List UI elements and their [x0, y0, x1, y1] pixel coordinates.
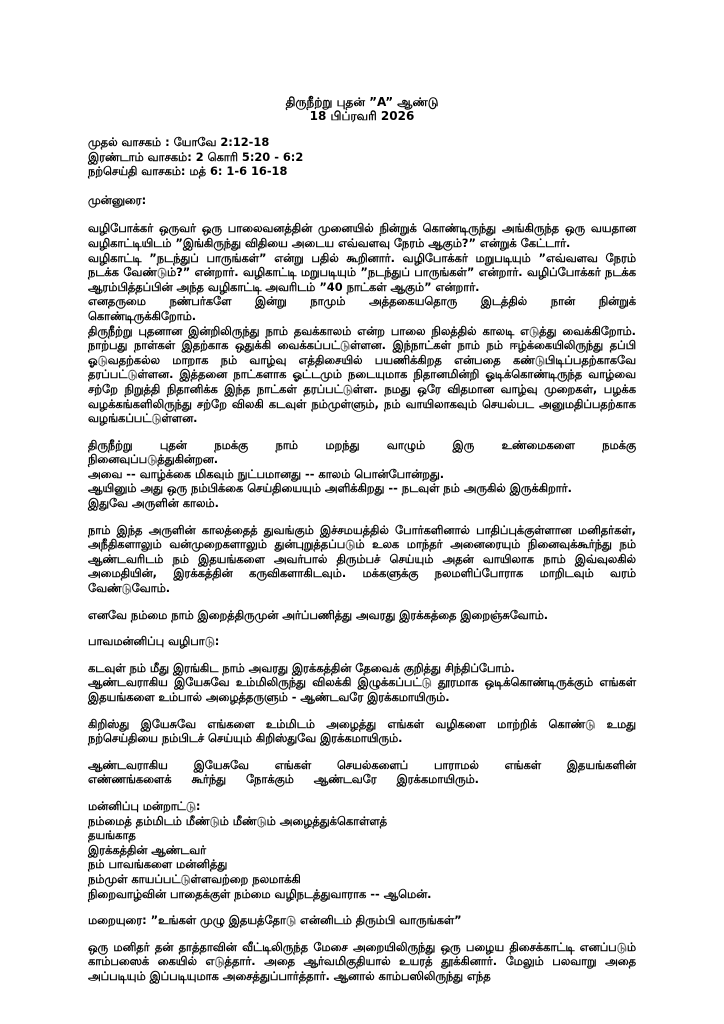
absolution-line: நம் பாவங்களை மன்னித்து — [88, 857, 228, 872]
intro-paragraph-4: திருநீற்று புதனான இன்றிலிருந்து நாம் தவக்காலம் என்ற பாலை நிலத்தில் காலடி எடுத்து வைக்கிறோம். நாற்பது நாள்கள் இதற்காக ஒதுக்கி வைக்கப்பட்டுள்ளன. இந்நாட்கள் நாம் நம் ஈழ்க்கையிலிருந்து தப்பி ஓடுவதற்கல்ல மாறாக நம் வாழ்வு எத்திசையில் பயணிக்கிறத என்பதை கண்டுபிடிப்பதற்காகவே தரப்பட்டுள்ளன. இத்தனை நாட்களாக ஓட்டமும் நடையுமாக நிதானமின்றி ஓடிக்கொண்டிருந்த வாழ்வை சற்றே நிறுத்தி நிதானிக்க இந்த நாட்கள் தரப்பட்டுள்ள. நமது ஒரே விதமான வாழ்வு முறைகள், பழக்க வழக்கங்களிலிருந்து சற்றே விலகி கடவுள் நம்முள்ளும், நம் வாயிலாகவும் செயல்பட அனுமதிப்பதற்காக வழங்கப்பட்டுள்ளன. — [88, 323, 636, 426]
page-title: திருநீற்று புதன் ”A” ஆண்டு — [285, 95, 439, 109]
absolution-heading: மன்னிப்பு மன்றாட்டு: — [88, 798, 201, 813]
intro-paragraph-7: எனவே நம்மை நாம் இறைத்திருமுன் அர்ப்பணித்து அவரது இரக்கத்தை இறைஞ்சுவோம். — [88, 607, 549, 622]
page-date: 18 பிப்ரவரி 2026 — [309, 109, 415, 123]
intro-heading: முன்னுரை: — [88, 192, 147, 207]
intro-paragraph-5: திருநீற்று புதன் நமக்கு நாம் மறந்து வாழும் இரு உண்மைகளை நமக்கு நினைவுப்படுத்துகின்றன. — [88, 437, 636, 467]
penance-paragraph-4: ஆண்டவராகிய இயேசுவே எங்கள் செயல்களைப் பாராமல் எங்கள் இதயங்களின் எண்ணங்களைக் கூர்ந்து நோக்கும் ஆண்டவரே இரக்கமாயிரும். — [88, 757, 636, 787]
penance-paragraph-1: கடவுள் நம் மீது இரங்கிட நாம் அவரது இரக்கத்தின் தேவைக் குறித்து சிந்திப்போம். — [88, 660, 515, 675]
absolution-line: தயங்காத — [88, 828, 136, 843]
second-reading: இரண்டாம் வாசகம்: 2 கொரி 5:20 - 6:2 — [88, 149, 304, 164]
homily-heading: மறையுரை: ”உங்கள் முழு இதயத்தோடு என்னிடம் திரும்பி வாருங்கள்” — [88, 913, 462, 928]
readings-block — [88, 135, 636, 179]
intro-line-2: ஆயினும் அது ஒரு நம்பிக்கை செய்தியையும் அளிக்கிறது -- நடவுள் நம் அருகில் இருக்கிறார். — [88, 481, 572, 496]
intro-paragraph-2: வழிகாட்டி ”நடந்துப் பாருங்கள்” என்று பதில் கூறினார். வழிபோக்கர் மறுபடியும் ”எவ்வளவ நேரம் நடக்க வேண்டும்?” என்றார். வழிகாட்டி மறுபடியும் ”நடந்துப் பாருங்கள்” என்றார். வழிப்போக்கர் நடக்க ஆரம்பித்தப்பின் அந்த வழிகாட்டி அவரிடம் ”40 நாட்கள் ஆகும்” என்றார். — [88, 250, 636, 294]
intro-paragraph-1: வழிபோக்கர் ஒருவர் ஒரு பாலைவனத்தின் முனையில் நின்றுக் கொண்டிருந்து அங்கிருந்த ஒரு வயதான வழிகாட்டியிடம் ”இங்கிருந்து விதியை அடைய எவ்வளவு நேரம் ஆகும்?” என்றுக் கேட்டார். — [88, 221, 636, 250]
absolution-line: இரக்கத்தின் ஆண்டவர் — [88, 842, 207, 857]
intro-line-3: இதுவே அருளின் காலம். — [88, 496, 219, 511]
absolution-line: நம்முள் காயப்பட்டுள்ளவற்றை நலமாக்கி — [88, 871, 301, 886]
penance-heading: பாவமன்னிப்பு வழிபாடு: — [88, 634, 220, 649]
penance-paragraph-2: ஆண்டவராகிய இயேசுவே உம்மிலிருந்து விலக்கி இழுக்கப்பட்டு தூரமாக ஒடிக்கொண்டிருக்கும் எங்கள் இதயங்களை உம்பால் அழைத்தருளும் - ஆண்டவரே இரக்கமாயிரும். — [88, 675, 636, 704]
absolution-line: நிறைவாழ்வின் பாதைக்குள் நம்மை வழிநடத்துவாராக -- ஆமென். — [88, 886, 432, 901]
intro-paragraph-3: எனதருமை நண்பர்களே இன்று நாமும் அத்தகையதொரு இடத்தில் நான் நின்றுக் கொண்டிருக்கிறோம். — [88, 294, 636, 323]
absolution-prayer — [88, 814, 636, 902]
first-reading: முதல் வாசகம் : யோவே 2:12-18 — [88, 135, 270, 149]
penance-paragraph-3: கிறிஸ்து இயேசுவே எங்களை உம்மிடம் அழைத்து எங்கள் வழிகளை மாற்றிக் கொண்டு உமது நற்செய்தியை நம்பிடச் செய்யும் கிறிஸ்துவே இரக்கமாயிரும். — [88, 716, 636, 746]
intro-line-1: அவை -- வாழ்க்கை மிகவும் நுட்பமானது -- காலம் பொன்போன்றது. — [88, 466, 445, 481]
intro-paragraph-6: நாம் இந்த அருளின் காலத்தைத் துவங்கும் இச்சமயத்தில் போர்களினால் பாதிப்புக்குள்ளான மனிதர்கள், அநீதிகளாலும் வன்முறைகளாலும் துன்புறுத்தப்படும் உலக மாந்தர் அனைரையும் நினைவுக்கூர்ந்து நம் ஆண்டவரிடம் நம் இதயங்களை அவர்பால் திரும்பச் செய்யும் அதன் வாயிலாக நாம் இவ்வுலகில் அமைதியின், இரக்கத்தின் கருவிகளாகிடவும். மக்களுக்கு நலமளிப்போராக மாறிடவும் வரம் வேண்டுவோம். — [88, 522, 636, 596]
homily-paragraph: ஒரு மனிதர் தன் தாத்தாவின் வீட்டிலிருந்த மேசை அறையிலிருந்து ஒரு பழைய திசைக்காட்டி எனப்படும் காம்பஸைக் கையில் எடுத்தார். அதை ஆர்வமிகுதியால் உயரத் தூக்கினார். மேலும் பலவாறு அதை அப்படியும் இப்படியுமாக அசைத்துப்பார்த்தார். ஆனால் காம்பஸிலிருந்து எந்த — [88, 939, 636, 983]
gospel-reading: நற்செய்தி வாசகம்: மத் 6: 1-6 16-18 — [88, 164, 288, 179]
absolution-line: நம்மைத் தம்மிடம் மீண்டும் மீண்டும் அழைத்துக்கொள்ளத் — [88, 813, 388, 828]
